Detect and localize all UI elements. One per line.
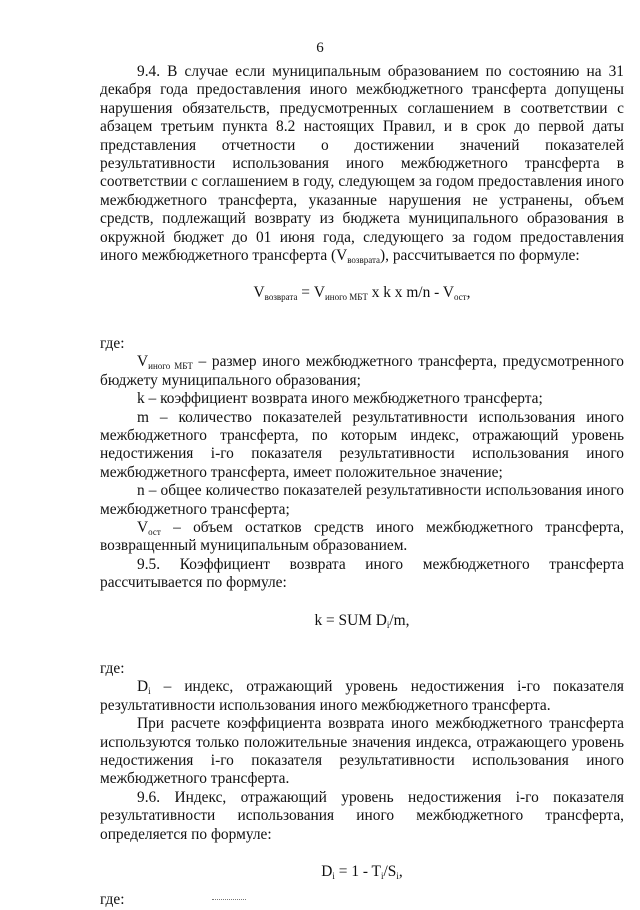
paragraph-9-4	[100, 63, 624, 265]
formula-symbol: x k x m/n - V	[367, 284, 454, 302]
formula-k	[100, 612, 624, 630]
definition-v-inogo-mbt	[100, 353, 624, 390]
definition-symbol: V	[137, 518, 149, 536]
paragraph-9-4-text-end: ), рассчитывается по формуле:	[380, 247, 580, 265]
definition-symbol: V	[137, 353, 149, 371]
formula-symbol: V	[253, 284, 265, 302]
definition-n: n – общее количество показателей результативности использования иного межбюджетного трансферта;	[100, 482, 624, 518]
formula-v-vozvrata	[100, 284, 624, 302]
formula-symbol: ,	[466, 284, 471, 302]
paragraph-9-6: 9.6. Индекс, отражающий уровень недостижения i-го показателя результативности использования иного межбюджетного трансферта, определяется по формуле:	[100, 788, 624, 843]
formula-symbol: = 1 - T	[334, 863, 381, 881]
definition-text: – размер иного межбюджетного трансферта, предусмотренного бюджету муниципального образования;	[100, 353, 624, 389]
paragraph-9-4-text: 9.4. В случае если муниципальным образованием по состоянию на 31 декабря года предоставления иного межбюджетного трансферта допущены нарушения обязательств, предусмотренных соглашением в соответствии с абзацем третьим пункта 8.2 настоящих Правил, и в срок до первой даты представления отчетности о достижении значений показателей результативности использования иного межбюджетного трансферта в соответствии с соглашением в году, следующем за годом предоставления иного межбюджетного трансферта, указанные нарушения не устранены, объем средств, подлежащий возврату из бюджета муниципального образования в окружной бюджет до 01 июня года, следующего за годом предоставления иного межбюджетного трансферта (V	[100, 63, 624, 265]
formula-subscript: i	[396, 871, 399, 882]
formula-subscript: i	[332, 871, 335, 882]
formula-subscript: возврата	[264, 292, 298, 303]
definition-d-i	[100, 678, 624, 715]
formula-subscript: i	[380, 871, 384, 882]
formula-symbol: D	[321, 863, 333, 881]
formula-subscript: i	[386, 619, 390, 630]
definition-subscript: иного МБТ	[148, 361, 193, 372]
definition-v-ost	[100, 519, 624, 556]
paragraph-calculation-note: При расчете коэффициента возврата иного межбюджетного трансферта используются только положительные значения индекса, отражающего уровень недостижения i-го показателя результативности использования иного межбюджетного трансферта.	[100, 715, 624, 788]
formula-subscript: иного МБТ	[324, 292, 368, 303]
formula-symbol: = V	[297, 284, 325, 302]
formula-symbol: /m,	[389, 611, 410, 629]
formula-d-i	[100, 863, 624, 881]
where-label: где:	[100, 659, 125, 677]
page-number: 6	[316, 40, 324, 56]
formula-symbol: /S	[383, 863, 397, 881]
formula-symbol: k = SUM D	[314, 611, 387, 629]
formula-symbol: ,	[398, 863, 403, 881]
definition-subscript: i	[148, 686, 151, 697]
definition-m: m – количество показателей результативности использования иного межбюджетного трансферта, по которым индекс, отражающий уровень недостижения i-го показателя результативности использования иного межбюджетного трансферта, имеет положительное значение;	[100, 408, 624, 481]
definition-k: k – коэффициент возврата иного межбюджетного трансферта;	[137, 390, 543, 408]
definition-symbol: D	[137, 678, 149, 696]
formula-subscript: ост	[453, 292, 467, 303]
scan-artifact-line	[212, 899, 246, 901]
paragraph-9-5: 9.5. Коэффициент возврата иного межбюджетного трансферта рассчитывается по формуле:	[100, 555, 624, 592]
subscript-vozvrata: возврата	[347, 255, 381, 266]
where-label: где:	[100, 891, 125, 909]
definition-text: – индекс, отражающий уровень недостижения i-го показателя результативности использования иного межбюджетного трансферта.	[100, 678, 624, 714]
definition-text: – объем остатков средств иного межбюджетного трансферта, возвращенный муниципальным образованием.	[100, 518, 624, 555]
document-body	[100, 63, 624, 910]
where-label: где:	[100, 334, 125, 352]
definition-subscript: ост	[148, 526, 161, 537]
